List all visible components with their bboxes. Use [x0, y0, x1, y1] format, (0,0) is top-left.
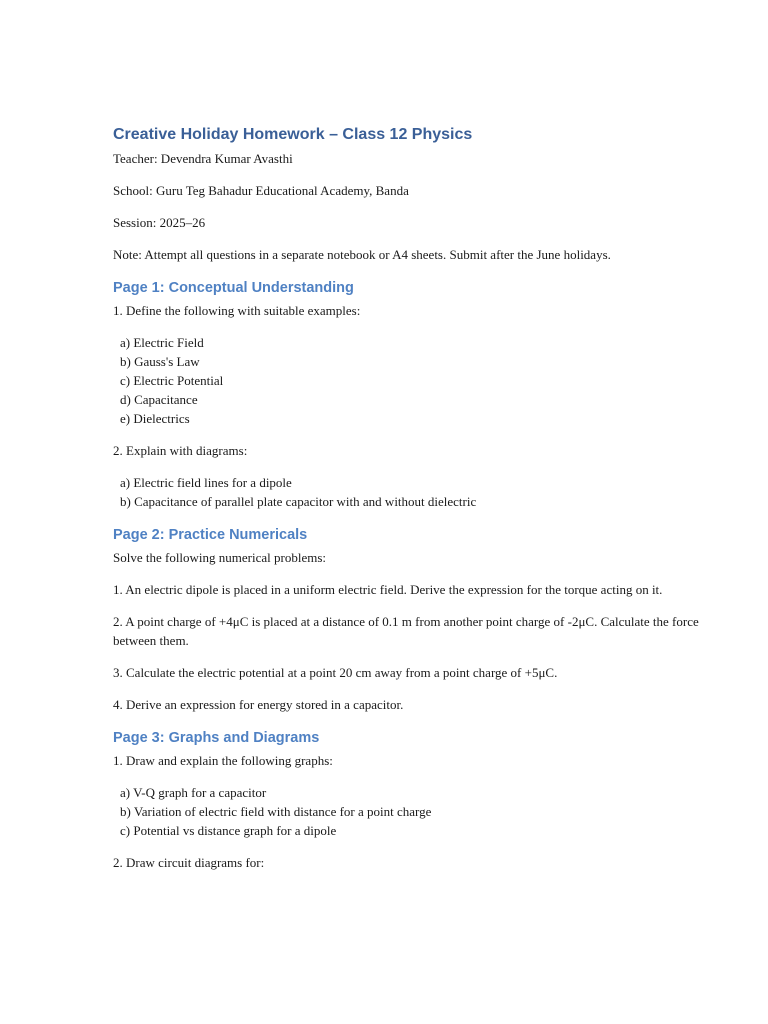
list-item: a) V-Q graph for a capacitor	[120, 785, 267, 800]
page3-heading: Page 3: Graphs and Diagrams	[113, 730, 320, 746]
page2-intro: Solve the following numerical problems:	[113, 550, 327, 565]
problem-item: 1. An electric dipole is placed in a uniform electric field. Derive the expression for the torque acting on it.	[113, 582, 663, 597]
page3-question-1: 1. Draw and explain the following graphs:	[113, 753, 333, 768]
list-item: a) Electric Field	[120, 335, 204, 350]
list-item: c) Potential vs distance graph for a dipole	[120, 823, 337, 838]
page1-heading: Page 1: Conceptual Understanding	[113, 280, 354, 296]
problem-item: 4. Derive an expression for energy stored in a capacitor.	[113, 697, 404, 712]
page1-question-2: 2. Explain with diagrams:	[113, 443, 248, 458]
page2-heading: Page 2: Practice Numericals	[113, 527, 308, 543]
document-title: Creative Holiday Homework – Class 12 Physics	[113, 126, 473, 143]
page1-q2-list	[113, 473, 728, 511]
page1-question-1: 1. Define the following with suitable examples:	[113, 303, 361, 318]
list-item: e) Dielectrics	[120, 411, 190, 426]
list-item: b) Gauss's Law	[120, 354, 200, 369]
teacher-line: Teacher: Devendra Kumar Avasthi	[113, 151, 293, 166]
page3-q1-list	[113, 783, 728, 840]
list-item: b) Variation of electric field with distance for a point charge	[120, 804, 432, 819]
list-item: d) Capacitance	[120, 392, 198, 407]
list-item: c) Electric Potential	[120, 373, 224, 388]
problem-item: 3. Calculate the electric potential at a point 20 cm away from a point charge of +5μC.	[113, 665, 558, 680]
problem-item: 2. A point charge of +4μC is placed at a distance of 0.1 m from another point charge of -2μC. Calculate the force between them.	[113, 614, 699, 648]
note-paragraph: Note: Attempt all questions in a separate notebook or A4 sheets. Submit after the June holidays.	[113, 247, 611, 262]
list-item: a) Electric field lines for a dipole	[120, 475, 292, 490]
page3-question-2: 2. Draw circuit diagrams for:	[113, 855, 265, 870]
session-line: Session: 2025–26	[113, 215, 206, 230]
page1-q1-list	[113, 333, 728, 428]
list-item: b) Capacitance of parallel plate capacitor with and without dielectric	[120, 494, 477, 509]
school-line: School: Guru Teg Bahadur Educational Academy, Banda	[113, 183, 409, 198]
